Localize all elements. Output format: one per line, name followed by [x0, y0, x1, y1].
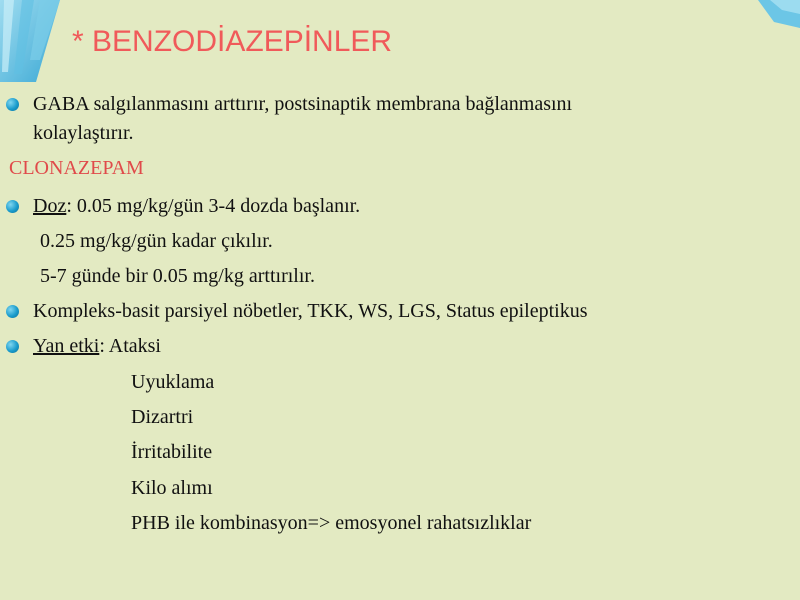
- dose-line-3: 5-7 günde bir 0.05 mg/kg arttırılır.: [40, 265, 315, 287]
- decorative-corner-right: [750, 0, 800, 30]
- dose-label: Doz: [33, 195, 67, 217]
- decorative-corner-left: [0, 0, 72, 82]
- side-effect-item: Dizartri: [131, 406, 194, 428]
- bullet-icon: [6, 200, 19, 213]
- side-effect-item: Kilo alımı: [131, 477, 213, 499]
- dose-line-2: 0.25 mg/kg/gün kadar çıkılır.: [40, 230, 273, 252]
- bullet-icon: [6, 340, 19, 353]
- side-effects-label: Yan etki: [33, 335, 100, 357]
- bullet-icon: [6, 305, 19, 318]
- mechanism-line-2: kolaylaştırır.: [33, 122, 134, 144]
- mechanism-line-1: GABA salgılanmasını arttırır, postsinaptik membrana bağlanmasını: [33, 93, 573, 115]
- drug-name: CLONAZEPAM: [9, 157, 144, 179]
- dose-text: : 0.05 mg/kg/gün 3-4 dozda başlanır.: [66, 195, 361, 217]
- slide-title: * BENZODİAZEPİNLER: [72, 25, 393, 58]
- dose-line-1: [33, 194, 360, 218]
- side-effect-item: İrritabilite: [131, 441, 213, 463]
- bullet-icon: [6, 98, 19, 111]
- side-effect-item: PHB ile kombinasyon=> emosyonel rahatsızlıklar: [131, 512, 532, 534]
- side-effect-first: : Ataksi: [99, 335, 161, 357]
- side-effects-line: [33, 334, 161, 358]
- side-effect-item: Uyuklama: [131, 371, 215, 393]
- indications: Kompleks-basit parsiyel nöbetler, TKK, WS, LGS, Status epileptikus: [33, 300, 588, 322]
